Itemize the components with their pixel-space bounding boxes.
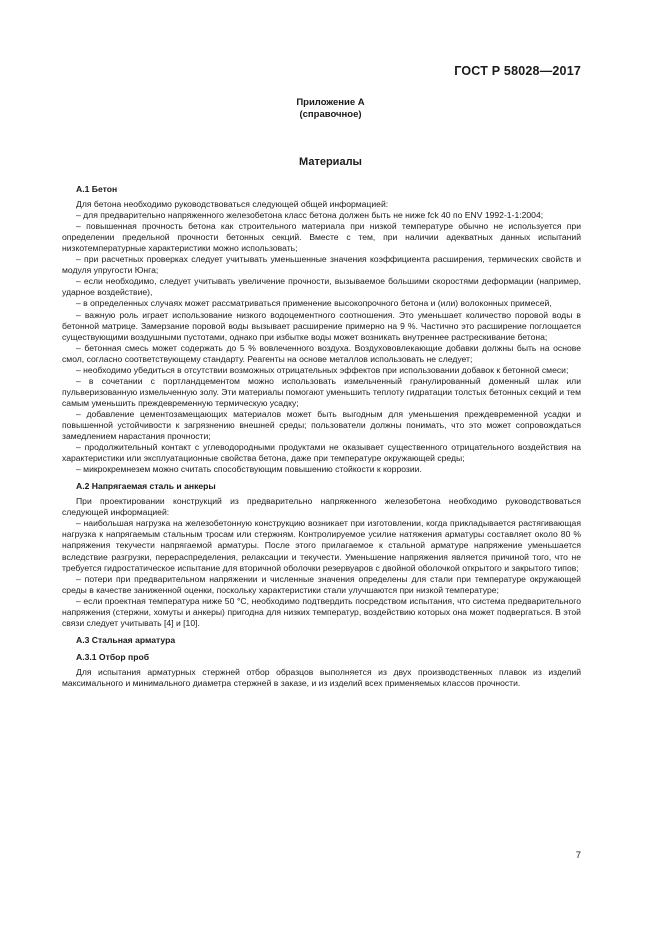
appendix-header: [0, 97, 661, 121]
paragraph: – важную роль играет использование низкого водоцементного соотношения. Это уменьшает количество поровой воды в бетонной матрице. Замерзание поровой воды вызывает расширение примерно на 9 %. Частично это расширение поглощается существующими воздушными пустотами, однако при избытке воды может возникать внутреннее растрескивание бетона;: [62, 309, 581, 342]
paragraph: – в сочетании с портландцементом можно использовать измельченный гранулированный доменный шлак или пульверизованную измельченную золу. Эти материалы помогают уменьшить теплоту гидратации толстых бетонных секций и тем самым уменьшить преждевременную термическую усадку;: [62, 375, 581, 408]
paragraph: – при расчетных проверках следует учитывать уменьшенные значения коэффициента расширения, термических свойств и модуля упругости Юнга;: [62, 254, 581, 276]
subsection-heading: А.3.1 Отбор проб: [76, 651, 150, 662]
page-number: 7: [575, 850, 581, 861]
paragraph: – в определенных случаях может рассматриваться применение высокопрочного бетона и (или) волоконных примесей,: [76, 298, 552, 309]
section-heading: А.2 Напрягаемая сталь и анкеры: [76, 481, 216, 492]
paragraph: – для предварительно напряженного железобетона класс бетона должен быть не ниже fck 40 по ENV 1992-1-1:2004;: [76, 210, 544, 221]
paragraph: – повышенная прочность бетона как строительного материала при низкой температуре обычно не используется при определении предельной прочности бетонных секций. Вместе с тем, при наличии адекватных данных испытаний низкотемпературные характеристики можно использовать;: [62, 221, 581, 254]
paragraph: – бетонная смесь может содержать до 5 % вовлеченного воздуха. Воздухововлекающие добавки должны быть на основе смол, согласно соответствующему стандарту. Реагенты на основе металлов использовать не следует;: [62, 342, 581, 364]
section-heading: А.1 Бетон: [76, 184, 118, 194]
page-title: Материалы: [299, 156, 362, 168]
paragraph: – необходимо убедиться в отсутствии возможных отрицательных эффектов при использовании добавок к бетонной смеси;: [76, 364, 569, 375]
paragraph: – наибольшая нагрузка на железобетонную конструкцию возникает при изготовлении, когда прикладывается растягивающая нагрузка к напрягаемым стальным тросам или стержням. Контролируемое усилие натяжения арматуры составляет около 80 % напряжения текучести напрягаемой арматуры. После этого прилагаемое к стальной арматуре напряжение уменьшается вследствие разгрузки, перераспределения, релаксации и текучести. Уменьшение напряжения является причиной того, что не требуется гидростатическое испытание для вторичной оболочки резервуаров с двойной оболочкой открытого и закрытого типов;: [62, 518, 581, 573]
paragraph: – если необходимо, следует учитывать увеличение прочности, вызываемое большими скоростями деформации (например, ударное воздействие),: [62, 276, 581, 298]
paragraph: – добавление цементозамещающих материалов может быть выгодным для уменьшения преждевременной усадки и повышенной устойчивости к загрязнению внешней среды; пользователи должны понимать, что это может сопровождаться замедлением нарастания прочности;: [62, 408, 581, 442]
paragraph: – потери при предварительном напряжении и численные значения определены для стали при температуре окружающей среды в качестве заниженной оценки, поскольку характеристики стали улучшаются при низкой температуре;: [62, 573, 581, 595]
paragraph: – если проектная температура ниже 50 °С, необходимо подтвердить посредством испытания, что система предварительного напряжения (стержни, хомуты и анкеры) пригодна для низких температур, воздействию которых она может подвергаться. В этой связи следует учитывать [4] и [10].: [62, 595, 581, 628]
paragraph: – продолжительный контакт с углеводородными продуктами не оказывает существенного отрицательного воздействия на характеристики или эксплуатационные свойства бетона, даже при температуре окружающей среды;: [62, 442, 581, 464]
appendix-subtitle: (справочное): [299, 109, 362, 120]
appendix-title: Приложение А: [296, 97, 365, 108]
paragraph: Для испытания арматурных стержней отбор образцов выполняется из двух производственных плавок из изделий максимального и минимального диаметра стержней в заказе, и из изделий всех применяемых классов прочности.: [62, 666, 581, 688]
section-heading: А.3 Стальная арматура: [76, 634, 176, 645]
paragraph: При проектировании конструкций из предварительно напряженного железобетона необходимо руководствоваться следующей информацией:: [62, 496, 581, 518]
document-body: [62, 184, 581, 689]
paragraph: Для бетона необходимо руководствоваться следующей общей информацией:: [76, 199, 389, 210]
document-code: ГОСТ Р 58028—2017: [454, 64, 581, 78]
paragraph: – микрокремнезем можно считать способствующим повышению стойкости к коррозии.: [76, 464, 422, 475]
